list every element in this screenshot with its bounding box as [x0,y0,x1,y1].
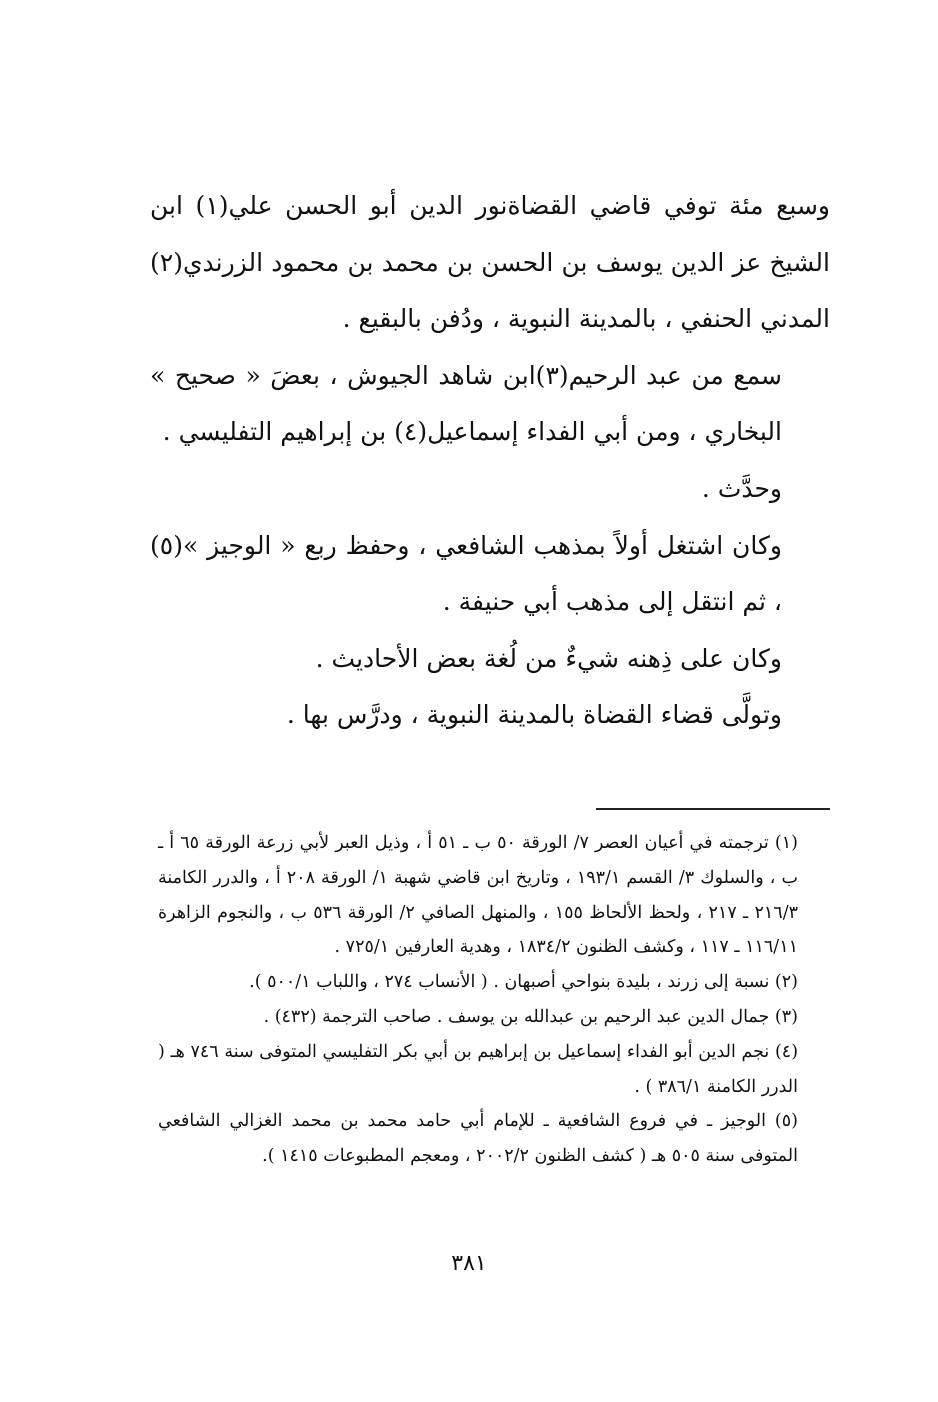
footnote-3: (٣) جمال الدين عبد الرحيم بن عبدالله بن يوسف . صاحب الترجمة (٤٣٢) . [263,1006,798,1027]
footnotes-block [158,826,830,1174]
footnote-separator [596,808,830,810]
paragraph-4: وكان اشتغل أولاً بمذهب الشافعي ، وحفظ ربع « الوجيز »(٥) ، ثم انتقل إلى مذهب أبي حنيفة . [150,530,782,617]
paragraph-6: وتولَّى قضاء القضاة بالمدينة النبوية ، ودرَّس بها . [286,700,782,730]
footnote-1: (١) ترجمته في أعيان العصر ٧/ الورقة ٥٠ ب ـ ٥١ أ ، وذيل العبر لأبي زرعة الورقة ٦٥ أ ـ ب ، والسلوك ٣/ القسم ١٩٣/١ ، وتاريخ ابن قاضي شهبة ١/ الورقة ٢٠٨ أ ، والدرر الكامنة ٢١٦/٣ ـ ٢١٧ ، ولحظ الألحاظ ١٥٥ ، والمنهل الصافي ٢/ الورقة ٥٣٦ ب ، والنجوم الزاهرة ١١٦/١١ ـ ١١٧ ، وكشف الظنون ١٨٣٤/٢ ، وهدية العارفين ٧٢٥/١ . [158,833,798,958]
paragraph-1: وسبع مئة توفي قاضي القضاةنور الدين أبو الحسن علي(١) ابن الشيخ عز الدين يوسف بن الحسن بن محمد بن محمود الزرندي(٢) المدني الحنفي ، بالمدينة النبوية ، ودُفن بالبقيع . [150,191,830,334]
footnote-5: (٥) الوجيز ـ في فروع الشافعية ـ للإمام أبي حامد محمد بن محمد الغزالي الشافعي المتوفى سنة ٥٠٥ هـ ( كشف الظنون ٢٠٠٢/٢ ، ومعجم المطبوعات ١٤١٥ ). [158,1111,798,1167]
paragraph-2: سمع من عبد الرحيم(٣)ابن شاهد الجيوش ، بعضَ « صحيح » البخاري ، ومن أبي الفداء إسماعيل(٤) بن إبراهيم التفليسي . [150,360,782,447]
page-number: ٣٨١ [451,1251,487,1276]
footnote-2: (٢) نسبة إلى زرند ، بليدة بنواحي أصبهان . ( الأنساب ٢٧٤ ، واللباب ٥٠٠/١ ). [249,972,798,993]
paragraph-3: وحدَّث . [701,473,782,503]
footnote-4: (٤) نجم الدين أبو الفداء إسماعيل بن إبراهيم بن أبي بكر التفليسي المتوفى سنة ٧٤٦ هـ ( الدرر الكامنة ٣٨٦/١ ) . [158,1041,799,1097]
main-text-block [150,178,830,744]
paragraph-5: وكان على ذِهنه شيءٌ من لُغة بعض الأحاديث . [315,643,782,673]
